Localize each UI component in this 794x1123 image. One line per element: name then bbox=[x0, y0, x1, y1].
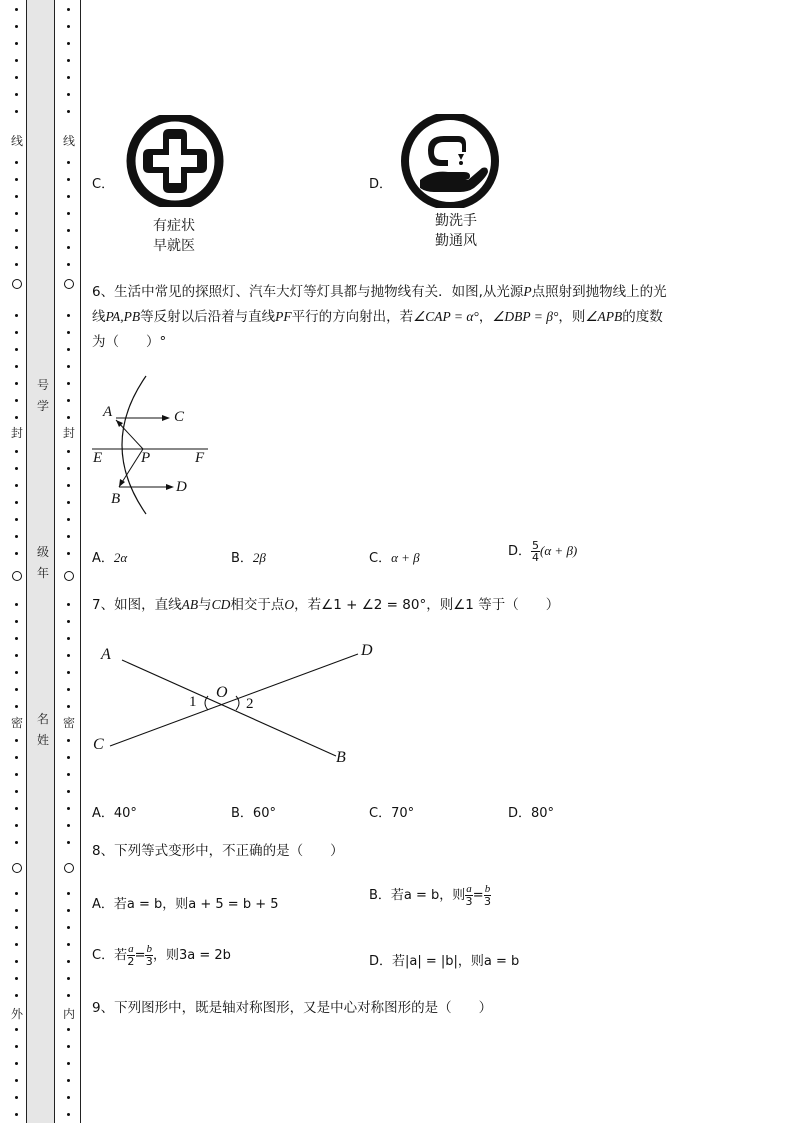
q6-option-a-label: A． bbox=[92, 551, 114, 566]
q8-c-n2: b bbox=[146, 943, 152, 955]
q8-option-b[interactable] bbox=[369, 884, 491, 907]
margin-dot bbox=[67, 892, 70, 895]
q7-t-a: 7、如图，直线 bbox=[92, 597, 182, 613]
margin-label-outer-1: 线 bbox=[11, 134, 24, 148]
q6-apb: ∠APB bbox=[585, 309, 623, 324]
margin-dot bbox=[67, 841, 70, 844]
margin-dot bbox=[67, 535, 70, 538]
margin-dot bbox=[15, 110, 18, 113]
q7-t-c: 相交于点 bbox=[230, 597, 285, 613]
q5-d-caption-1: 勤洗手 bbox=[435, 213, 477, 229]
q6-pf: PF bbox=[275, 309, 292, 324]
margin-dot bbox=[67, 807, 70, 810]
q8-b-frac-1 bbox=[465, 884, 473, 907]
q6-line-1 bbox=[92, 279, 667, 305]
margin-dot bbox=[67, 637, 70, 640]
margin-dot bbox=[67, 603, 70, 606]
q6-t2d: ， bbox=[478, 309, 493, 325]
q8-c-post: ，则3a = 2b bbox=[152, 948, 231, 963]
q8-c-eq: = bbox=[134, 948, 146, 963]
margin-dot bbox=[67, 1079, 70, 1082]
margin-dot bbox=[15, 76, 18, 79]
margin-dot bbox=[67, 110, 70, 113]
margin-dot bbox=[15, 552, 18, 555]
margin-dot bbox=[67, 348, 70, 351]
q6-option-d[interactable] bbox=[508, 540, 577, 563]
q6-label-f: F bbox=[195, 450, 205, 466]
margin-dot bbox=[67, 212, 70, 215]
margin-dot bbox=[15, 671, 18, 674]
field-label-hao: 号 bbox=[37, 378, 50, 392]
q7-label-o: O bbox=[216, 684, 228, 701]
margin-label-inner-3: 密 bbox=[63, 716, 76, 730]
margin-dot bbox=[15, 1045, 18, 1048]
margin-dot bbox=[67, 671, 70, 674]
q7-ab: AB bbox=[181, 597, 199, 612]
margin-dot bbox=[67, 552, 70, 555]
q6-option-c-label: C． bbox=[369, 551, 392, 566]
margin-dot bbox=[15, 926, 18, 929]
q6-option-b-label: B． bbox=[231, 551, 253, 566]
q7-label-1: 1 bbox=[189, 694, 197, 710]
margin-circle bbox=[64, 571, 74, 581]
margin-dot bbox=[67, 314, 70, 317]
margin-dot bbox=[67, 161, 70, 164]
margin-dot bbox=[15, 467, 18, 470]
margin-label-inner-2: 封 bbox=[63, 426, 76, 440]
margin-dot bbox=[15, 195, 18, 198]
margin-dot bbox=[15, 637, 18, 640]
q6-option-c[interactable] bbox=[369, 547, 420, 566]
field-label-xue: 学 bbox=[37, 399, 50, 413]
margin-dot bbox=[15, 1062, 18, 1065]
margin-dot bbox=[15, 994, 18, 997]
margin-dot bbox=[67, 705, 70, 708]
margin-dot bbox=[15, 399, 18, 402]
q8-b-n2: b bbox=[484, 883, 491, 895]
margin-dot bbox=[15, 620, 18, 623]
margin-dot bbox=[67, 790, 70, 793]
margin-dot bbox=[15, 603, 18, 606]
margin-dot bbox=[67, 926, 70, 929]
margin-dot bbox=[67, 399, 70, 402]
q6-option-a[interactable] bbox=[92, 547, 127, 566]
margin-dot bbox=[15, 943, 18, 946]
q8-b-n1: a bbox=[466, 883, 472, 895]
margin-dot bbox=[67, 1096, 70, 1099]
margin-dot bbox=[67, 450, 70, 453]
q5-c-caption-1: 有症状 bbox=[153, 218, 195, 234]
margin-dot bbox=[67, 824, 70, 827]
q7-label-2: 2 bbox=[246, 696, 254, 712]
margin-dot bbox=[15, 535, 18, 538]
margin-dot bbox=[15, 892, 18, 895]
margin-dot bbox=[15, 246, 18, 249]
q6-text-1-end: 点照射到抛物线上的光 bbox=[531, 284, 667, 300]
margin-dot bbox=[15, 178, 18, 181]
margin-dot bbox=[67, 8, 70, 11]
margin-dot bbox=[15, 229, 18, 232]
margin-dot bbox=[15, 807, 18, 810]
margin-dot bbox=[15, 365, 18, 368]
binding-margin-line bbox=[80, 0, 81, 1123]
q6-d-num: 5 bbox=[532, 539, 540, 552]
q8-b-d1: 3 bbox=[465, 895, 473, 908]
q7-option-d[interactable]: D．80° bbox=[508, 806, 555, 821]
margin-dot bbox=[67, 467, 70, 470]
q7-option-c[interactable]: C．70° bbox=[369, 806, 415, 821]
margin-dot bbox=[67, 501, 70, 504]
q8-option-a[interactable]: A．若a = b，则a + 5 = b + 5 bbox=[92, 897, 279, 912]
q7-option-a[interactable]: A．40° bbox=[92, 806, 137, 821]
margin-dot bbox=[67, 263, 70, 266]
q6-papb: PA,PB bbox=[105, 309, 141, 324]
q7-label-c: C bbox=[93, 736, 104, 753]
margin-label-outer-3: 密 bbox=[11, 716, 24, 730]
q8-b-d2: 3 bbox=[483, 895, 491, 908]
margin-dot bbox=[67, 739, 70, 742]
margin-dot bbox=[15, 960, 18, 963]
q7-label-a: A bbox=[101, 646, 111, 663]
margin-dot bbox=[67, 1028, 70, 1031]
q7-cd: CD bbox=[211, 597, 231, 612]
q6-label-p: P bbox=[141, 450, 151, 466]
q7-label-b: B bbox=[336, 749, 346, 766]
field-label-ming: 名 bbox=[37, 712, 50, 726]
margin-dot bbox=[15, 161, 18, 164]
margin-circle bbox=[12, 571, 22, 581]
symptom-medical-cross-icon bbox=[125, 115, 227, 207]
q6-option-c-value: α + β bbox=[391, 550, 420, 565]
q8-c-frac-2 bbox=[145, 944, 153, 967]
margin-label-outer-4: 外 bbox=[11, 1007, 24, 1021]
q6-d-den: 4 bbox=[532, 551, 540, 564]
margin-dot bbox=[67, 178, 70, 181]
margin-dot bbox=[15, 212, 18, 215]
margin-dot bbox=[15, 909, 18, 912]
margin-dot bbox=[67, 909, 70, 912]
margin-dot bbox=[15, 484, 18, 487]
q6-option-d-fraction bbox=[531, 540, 540, 563]
q6-parabola-figure bbox=[88, 370, 218, 520]
q7-t-d: ，若∠1 + ∠2 = 80°，则∠1 等于（ ） bbox=[294, 597, 560, 613]
margin-circle bbox=[12, 279, 22, 289]
q8-c-n1: a bbox=[128, 943, 134, 955]
margin-dot bbox=[15, 790, 18, 793]
margin-dot bbox=[15, 756, 18, 759]
margin-dot bbox=[15, 841, 18, 844]
margin-dot bbox=[15, 1113, 18, 1116]
q6-label-d: D bbox=[176, 479, 187, 495]
q6-option-d-value: (α + β) bbox=[540, 543, 578, 558]
q6-option-b[interactable] bbox=[231, 547, 266, 566]
margin-dot bbox=[67, 1062, 70, 1065]
q6-t2a: 线 bbox=[92, 309, 106, 325]
margin-dot bbox=[15, 654, 18, 657]
margin-dot bbox=[67, 756, 70, 759]
margin-circle bbox=[12, 863, 22, 873]
margin-dot bbox=[15, 348, 18, 351]
q6-label-e: E bbox=[93, 450, 103, 466]
q8-c-frac-1 bbox=[127, 944, 135, 967]
margin-dot bbox=[67, 518, 70, 521]
q6-label-a: A bbox=[103, 404, 113, 420]
q6-option-a-value: 2α bbox=[113, 550, 128, 565]
margin-dot bbox=[15, 739, 18, 742]
margin-dot bbox=[15, 382, 18, 385]
margin-dot bbox=[67, 42, 70, 45]
q8-option-c[interactable] bbox=[92, 944, 231, 967]
q6-text-1: 6、生活中常见的探照灯、汽车大灯等灯具都与抛物线有关．如图,从光源 bbox=[92, 284, 524, 300]
q7-question bbox=[92, 592, 559, 618]
margin-dot bbox=[15, 314, 18, 317]
q6-t2e: ，则 bbox=[558, 309, 586, 325]
q6-option-b-value: 2β bbox=[252, 550, 266, 565]
q8-option-d[interactable]: D．若|a| = |b|，则a = b bbox=[369, 954, 520, 969]
margin-dot bbox=[67, 365, 70, 368]
q6-p: P bbox=[523, 284, 532, 299]
margin-dot bbox=[15, 1096, 18, 1099]
q8-b-eq: = bbox=[472, 888, 484, 903]
margin-dot bbox=[67, 331, 70, 334]
q7-t-b: 与 bbox=[198, 597, 212, 613]
margin-dot bbox=[15, 1079, 18, 1082]
margin-dot bbox=[67, 93, 70, 96]
q7-label-d: D bbox=[361, 642, 373, 659]
margin-dot bbox=[15, 450, 18, 453]
margin-dot bbox=[67, 382, 70, 385]
margin-dot bbox=[15, 25, 18, 28]
q6-t2f: 的度数 bbox=[622, 309, 663, 325]
margin-dot bbox=[67, 484, 70, 487]
margin-dot bbox=[67, 773, 70, 776]
q6-t2c: 平行的方向射出，若 bbox=[291, 309, 414, 325]
field-label-ji: 级 bbox=[37, 545, 50, 559]
margin-dot bbox=[15, 977, 18, 980]
margin-dot bbox=[15, 331, 18, 334]
q8-c-prefix: C．若 bbox=[92, 948, 128, 963]
q6-line-3: 为（ ）° bbox=[92, 334, 167, 350]
q5-c-caption-2: 早就医 bbox=[153, 238, 195, 254]
margin-dot bbox=[15, 1028, 18, 1031]
q7-o: O bbox=[284, 597, 295, 612]
margin-label-inner-4: 内 bbox=[63, 1007, 76, 1021]
margin-dot bbox=[67, 977, 70, 980]
margin-dot bbox=[67, 688, 70, 691]
margin-dot bbox=[15, 688, 18, 691]
q7-option-b[interactable]: B．60° bbox=[231, 806, 276, 821]
margin-dot bbox=[15, 42, 18, 45]
margin-dot bbox=[15, 263, 18, 266]
q5-d-caption-2: 勤通风 bbox=[435, 233, 477, 249]
q6-label-b: B bbox=[111, 491, 121, 507]
margin-dot bbox=[67, 620, 70, 623]
margin-dot bbox=[15, 59, 18, 62]
margin-dot bbox=[67, 76, 70, 79]
margin-circle bbox=[64, 863, 74, 873]
margin-dot bbox=[67, 25, 70, 28]
q8-c-d2: 3 bbox=[145, 955, 153, 968]
margin-dot bbox=[15, 501, 18, 504]
margin-dot bbox=[67, 994, 70, 997]
margin-label-inner-1: 线 bbox=[63, 134, 76, 148]
q6-label-c: C bbox=[174, 409, 185, 425]
margin-dot bbox=[67, 246, 70, 249]
margin-dot bbox=[67, 960, 70, 963]
q8-c-d1: 2 bbox=[127, 955, 135, 968]
margin-circle bbox=[64, 279, 74, 289]
margin-dot bbox=[67, 59, 70, 62]
q5-option-c-label: C． bbox=[92, 177, 115, 192]
hand-washing-icon bbox=[398, 114, 502, 208]
margin-label-outer-2: 封 bbox=[11, 426, 24, 440]
margin-dot bbox=[15, 518, 18, 521]
q6-line-2 bbox=[92, 304, 663, 330]
margin-dot bbox=[15, 416, 18, 419]
q8-b-prefix: B．若a = b，则 bbox=[369, 888, 466, 903]
margin-dot bbox=[67, 229, 70, 232]
field-label-xing: 姓 bbox=[37, 733, 50, 747]
margin-dot bbox=[15, 8, 18, 11]
margin-dot bbox=[15, 773, 18, 776]
q6-option-d-label: D． bbox=[508, 544, 532, 559]
binding-margin-band bbox=[26, 0, 55, 1123]
q6-dbp: ∠DBP = β° bbox=[492, 309, 559, 324]
margin-dot bbox=[67, 1113, 70, 1116]
q6-cap: ∠CAP = α° bbox=[413, 309, 479, 324]
margin-dot bbox=[67, 195, 70, 198]
q8-b-frac-2 bbox=[484, 884, 492, 907]
q7-intersecting-lines-figure bbox=[100, 640, 370, 770]
field-label-nian: 年 bbox=[37, 566, 50, 580]
q6-t2b: 等反射以后沿着与直线 bbox=[140, 309, 276, 325]
margin-dot bbox=[67, 416, 70, 419]
q8-question: 8、下列等式变形中，不正确的是（ ） bbox=[92, 843, 344, 859]
margin-dot bbox=[67, 1045, 70, 1048]
q5-option-d-label: D． bbox=[369, 177, 393, 192]
margin-dot bbox=[15, 705, 18, 708]
margin-dot bbox=[15, 824, 18, 827]
margin-dot bbox=[67, 943, 70, 946]
margin-dot bbox=[15, 93, 18, 96]
q9-question: 9、下列图形中，既是轴对称图形，又是中心对称图形的是（ ） bbox=[92, 1000, 493, 1016]
margin-dot bbox=[67, 654, 70, 657]
